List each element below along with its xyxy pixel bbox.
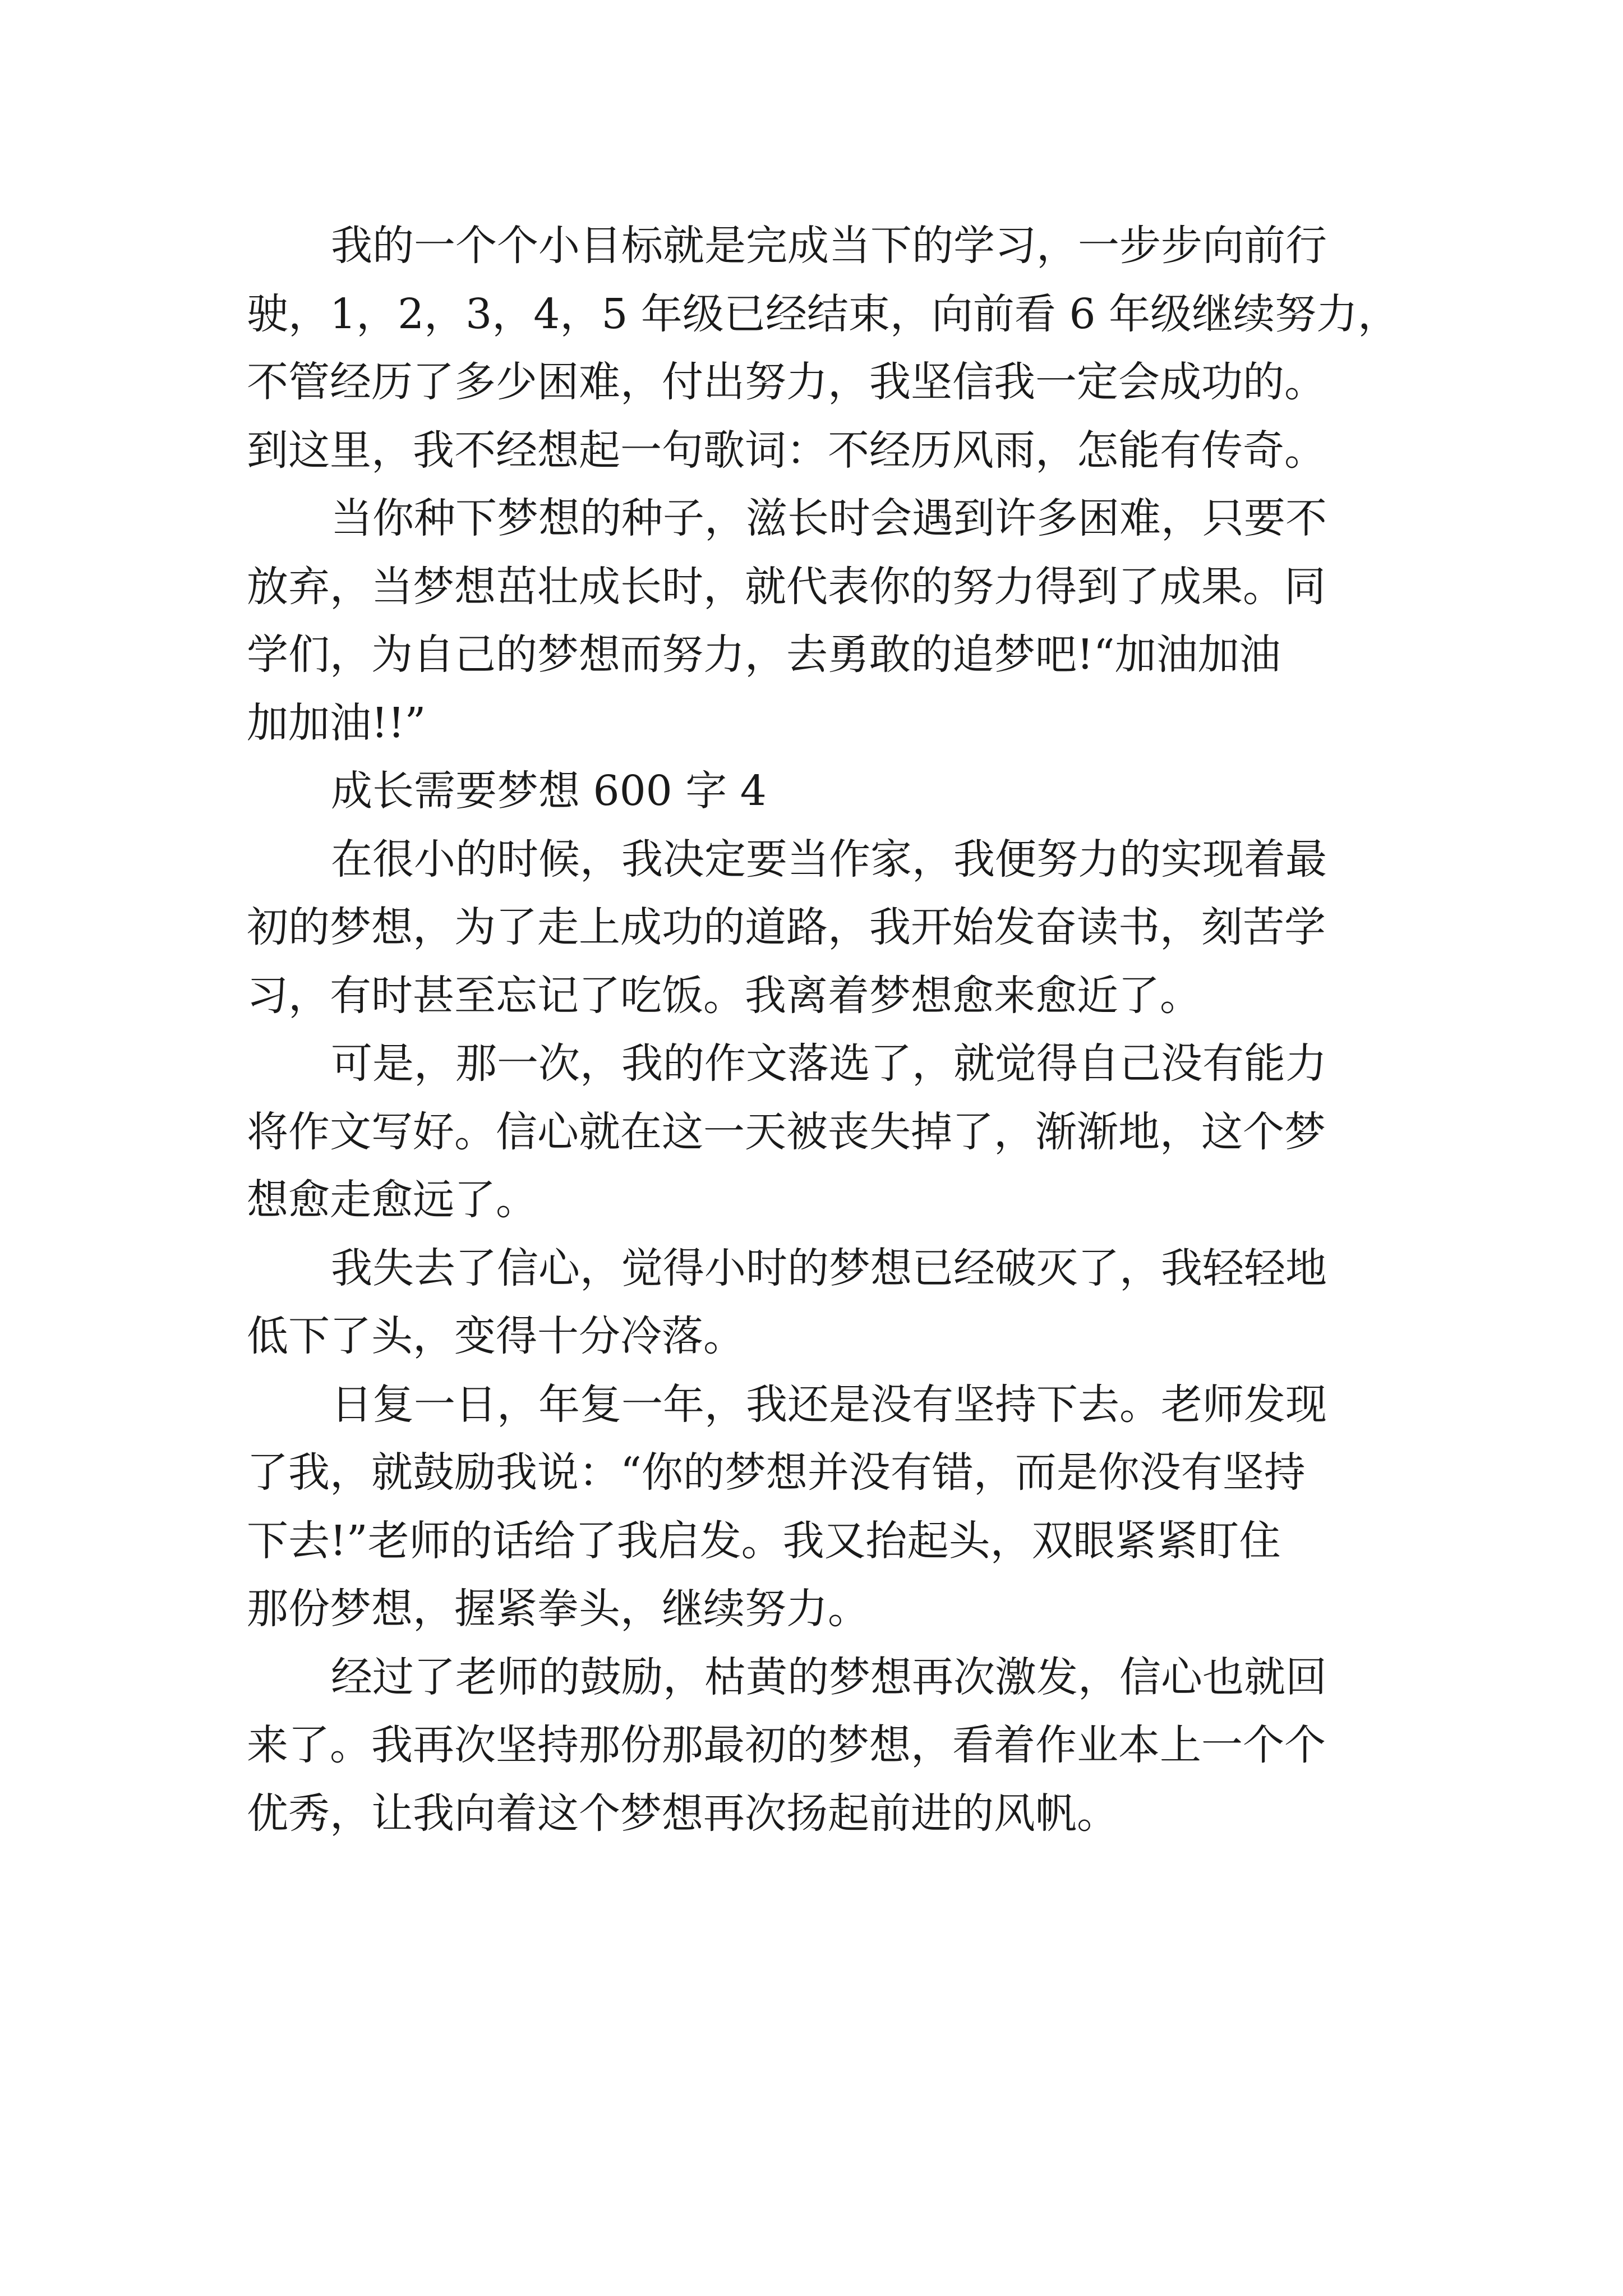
paragraph-line: 那份梦想，握紧拳头，继续努力。 (247, 1585, 869, 1633)
paragraph-line: 低下了头，变得十分冷落。 (247, 1312, 745, 1360)
paragraph-line: 放弃，当梦想茁壮成长时，就代表你的努力得到了成果。同 (247, 562, 1326, 611)
paragraph-first-line: 我失去了信心，觉得小时的梦想已经破灭了，我轻轻地 (331, 1244, 1327, 1292)
paragraph-line: 学们，为自己的梦想而努力，去勇敢的追梦吧!“加油加油 (247, 631, 1281, 679)
paragraph-first-line: 在很小的时候，我决定要当作家，我便努力的实现着最 (331, 835, 1327, 884)
paragraph-first-line: 日复一日，年复一年，我还是没有坚持下去。老师发现 (331, 1380, 1327, 1429)
paragraph-first-line: 我的一个个小目标就是完成当下的学习，一步步向前行 (331, 222, 1327, 270)
document-body (247, 212, 1400, 1848)
paragraph-line: 将作文写好。信心就在这一天被丧失掉了，渐渐地，这个梦 (247, 1107, 1326, 1156)
paragraph-line: 下去!”老师的话给了我启发。我又抬起头，双眼紧紧盯住 (247, 1516, 1281, 1565)
paragraph-line: 驶，1，2，3，4，5 年级已经结束，向前看 6 年级继续努力， (247, 289, 1400, 338)
paragraph-first-line: 当你种下梦想的种子，滋长时会遇到许多困难，只要不 (331, 494, 1327, 542)
paragraph-first-line: 经过了老师的鼓励，枯黄的梦想再次激发，信心也就回 (331, 1653, 1327, 1701)
paragraph-line: 到这里，我不经想起一句歌词：不经历风雨，怎能有传奇。 (247, 426, 1326, 475)
paragraph-line: 优秀，让我向着这个梦想再次扬起前进的风帆。 (247, 1789, 1118, 1838)
paragraph-first-line: 可是，那一次，我的作文落选了，就觉得自己没有能力 (331, 1039, 1327, 1088)
paragraph-line: 初的梦想，为了走上成功的道路，我开始发奋读书，刻苦学 (247, 903, 1326, 951)
paragraph-line: 加加油!!” (247, 698, 426, 747)
paragraph-line: 了我，就鼓励我说：“你的梦想并没有错，而是你没有坚持 (247, 1448, 1306, 1497)
paragraph-line: 不管经历了多少困难，付出努力，我坚信我一定会成功的。 (247, 358, 1326, 406)
paragraph-first-line: 成长需要梦想 600 字 4 (331, 767, 767, 815)
paragraph-line: 想愈走愈远了。 (247, 1176, 537, 1224)
paragraph-line: 来了。我再次坚持那份那最初的梦想，看着作业本上一个个 (247, 1721, 1326, 1769)
paragraph-line: 习，有时甚至忘记了吃饭。我离着梦想愈来愈近了。 (247, 971, 1201, 1020)
